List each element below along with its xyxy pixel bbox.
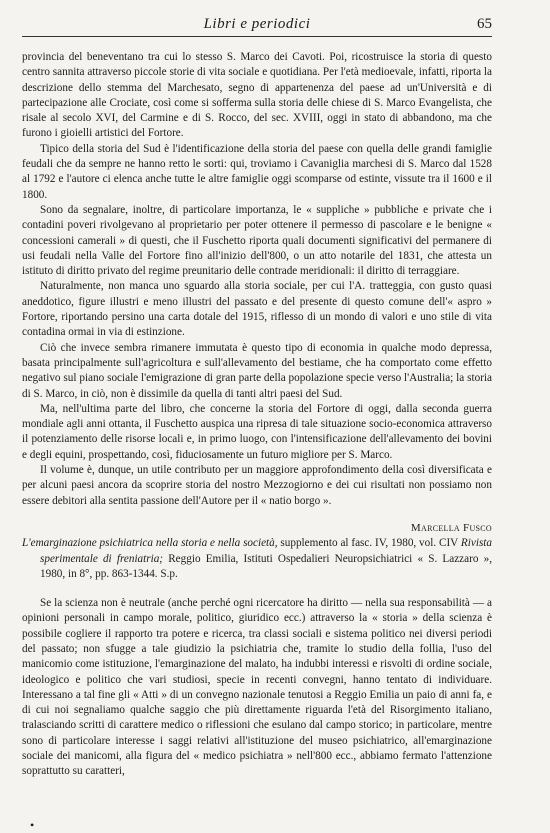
review-journal-title: Rivista sperimentale di freniatria;: [40, 537, 492, 565]
paragraph: Ma, nell'ultima parte del libro, che concerne la storia del Fortore di oggi, dalla seconda guerra mondiale agli anni ottanta, il Fuschetto auspica una ripresa di tale situazione socio-economica attraverso il potenziamento delle risorse locali e, in primo luogo, con l'intensificazione dell'allevamento dei bovini e degli equini, prospettando, così, fiduciosamente un futuro migliore per S. Marco.: [22, 402, 492, 461]
page-body: [22, 50, 492, 780]
running-title: Libri e periodici: [203, 16, 311, 32]
review-citation: [22, 536, 492, 582]
footer-mark: •: [30, 818, 35, 832]
review-citation-middle: supplemento al fasc. IV, 1980, vol. CIV: [277, 537, 461, 550]
review-author-signature: Marcella Fusco: [410, 521, 492, 534]
paragraph: provincia del beneventano tra cui lo stesso S. Marco dei Cavoti. Poi, ricostruisce la storia di questo centro sannita attraverso piccole storie di vita sociale e quotidiana. Per l'età medioevale, infatti, riporta la descrizione dello stemma del Marchesato, segno di appartenenza del paese ad un'Università e di partecipazione alle Crociate, così come si sofferma sulla storia delle chiese di S. Marco Evangelista, che risale al secolo XVI, del Carmine e di S. Rocco, del sec. XVIII, oggi in stato di abbandono, ma che furono i gioielli artistici del Fortore.: [22, 51, 492, 140]
running-header: [22, 14, 492, 37]
review-citation-publisher: Reggio Emilia, Istituti Ospedalieri Neuropsichiatrici « S. Lazzaro », 1980, in 8°, pp. 863-1344. S.p.: [40, 552, 492, 580]
paragraph: Ciò che invece sembra rimanere immutata è questo tipo di economia in qualche modo depressa, basata principalmente sull'agricoltura e sull'allevamento del bestiame, che ha comportato come effetto negativo sul piano sociale l'emigrazione di gran parte della popolazione specie verso l'Australia; la storia di S. Marco, in ciò, non è dissimile da quella di tanti altri paesi del Sud.: [22, 341, 492, 400]
paragraph: Il volume è, dunque, un utile contributo per un maggiore approfondimento della così diversificata e per alcuni paesi ancora da scoprire storia del nostro Mezzogiorno e dei cui risultati non possiamo non essere debitori alla sentita passione dell'Autore per il « natio borgo ».: [22, 464, 492, 507]
paragraph: Tipico della storia del Sud è l'identificazione della storia del paese con quella delle grandi famiglie feudali che da sempre ne hanno retto le sorti: qui, troviamo i Cavaniglia marchesi di S. Marco dal 1528 al 1792 e l'autore ci elenca anche tutte le altre famiglie oggi scomparse od estinte, vissute tra il 1600 e il 1800.: [22, 142, 492, 201]
paragraph: Naturalmente, non manca uno sguardo alla storia sociale, per cui l'A. tratteggia, con gusto quasi aneddotico, figure illustri e meno illustri del passato e del presente di questo comune dell'« aspro » Fortore, riportando persino una carta dotale del 1915, riflesso di un mondo di valori e uno stile di vita contadina ormai in via di estinzione.: [22, 280, 492, 339]
review-book-title: L'emarginazione psichiatrica nella storia e nella società,: [22, 537, 278, 550]
paragraph: Sono da segnalare, inoltre, di particolare importanza, le « suppliche » pubbliche e private che i contadini poveri rivolgevano al proprietario per poter ottenere il permesso di pascolare e le benigne « concessioni camerali » di questi, che il Fuschetto riporta quali documenti significativi del permanere di usi feudali nella Valle del Fortore fino all'inizio dell'800, o un atto notarile del 1831, che attesta un istituto di diritto privato del regime preunitario delle contrade meridionali: il diritto di terraggiare.: [22, 203, 492, 278]
review-body-paragraph: Se la scienza non è neutrale (anche perché ogni ricercatore ha diritto — nella sua responsabilità — a opinioni personali in campo morale, politico, giuridico ecc.) attraverso la « storia » della scienza è possibile cogliere il rapporto tra potere e ricerca, tra classi sociali e sistema politico nei diversi periodi del passato; non sfugge a tale giudizio la psichiatria che, tramite lo studio della follia, l'uso del manicomio come istituzione, l'emarginazione del malato, ha indubbi interessi e risvolti di ordine sociale, ideologico e politico che vari studiosi, specie in recenti convegni, hanno tentato di individuare. Interessano a tal fine gli « Atti » di un convegno nazionale tenutosi a Reggio Emilia un paio di anni fa, e di cui noi segnaliamo qualche saggio che più direttamente riguarda l'età del Risorgimento italiano, tralasciando scritti di carattere medico o riflessioni che esulano dal campo storico; in particolare, mentre sono di particolare interesse i saggi relativi all'istituzione del museo psichiatrico, all'emarginazione sociale dei manicomi, alla figura del « medico psichiatra » nell'800 ecc., abbiamo fermato l'attenzione soprattutto su caratteri,: [22, 597, 492, 778]
page-number: 65: [477, 16, 492, 32]
